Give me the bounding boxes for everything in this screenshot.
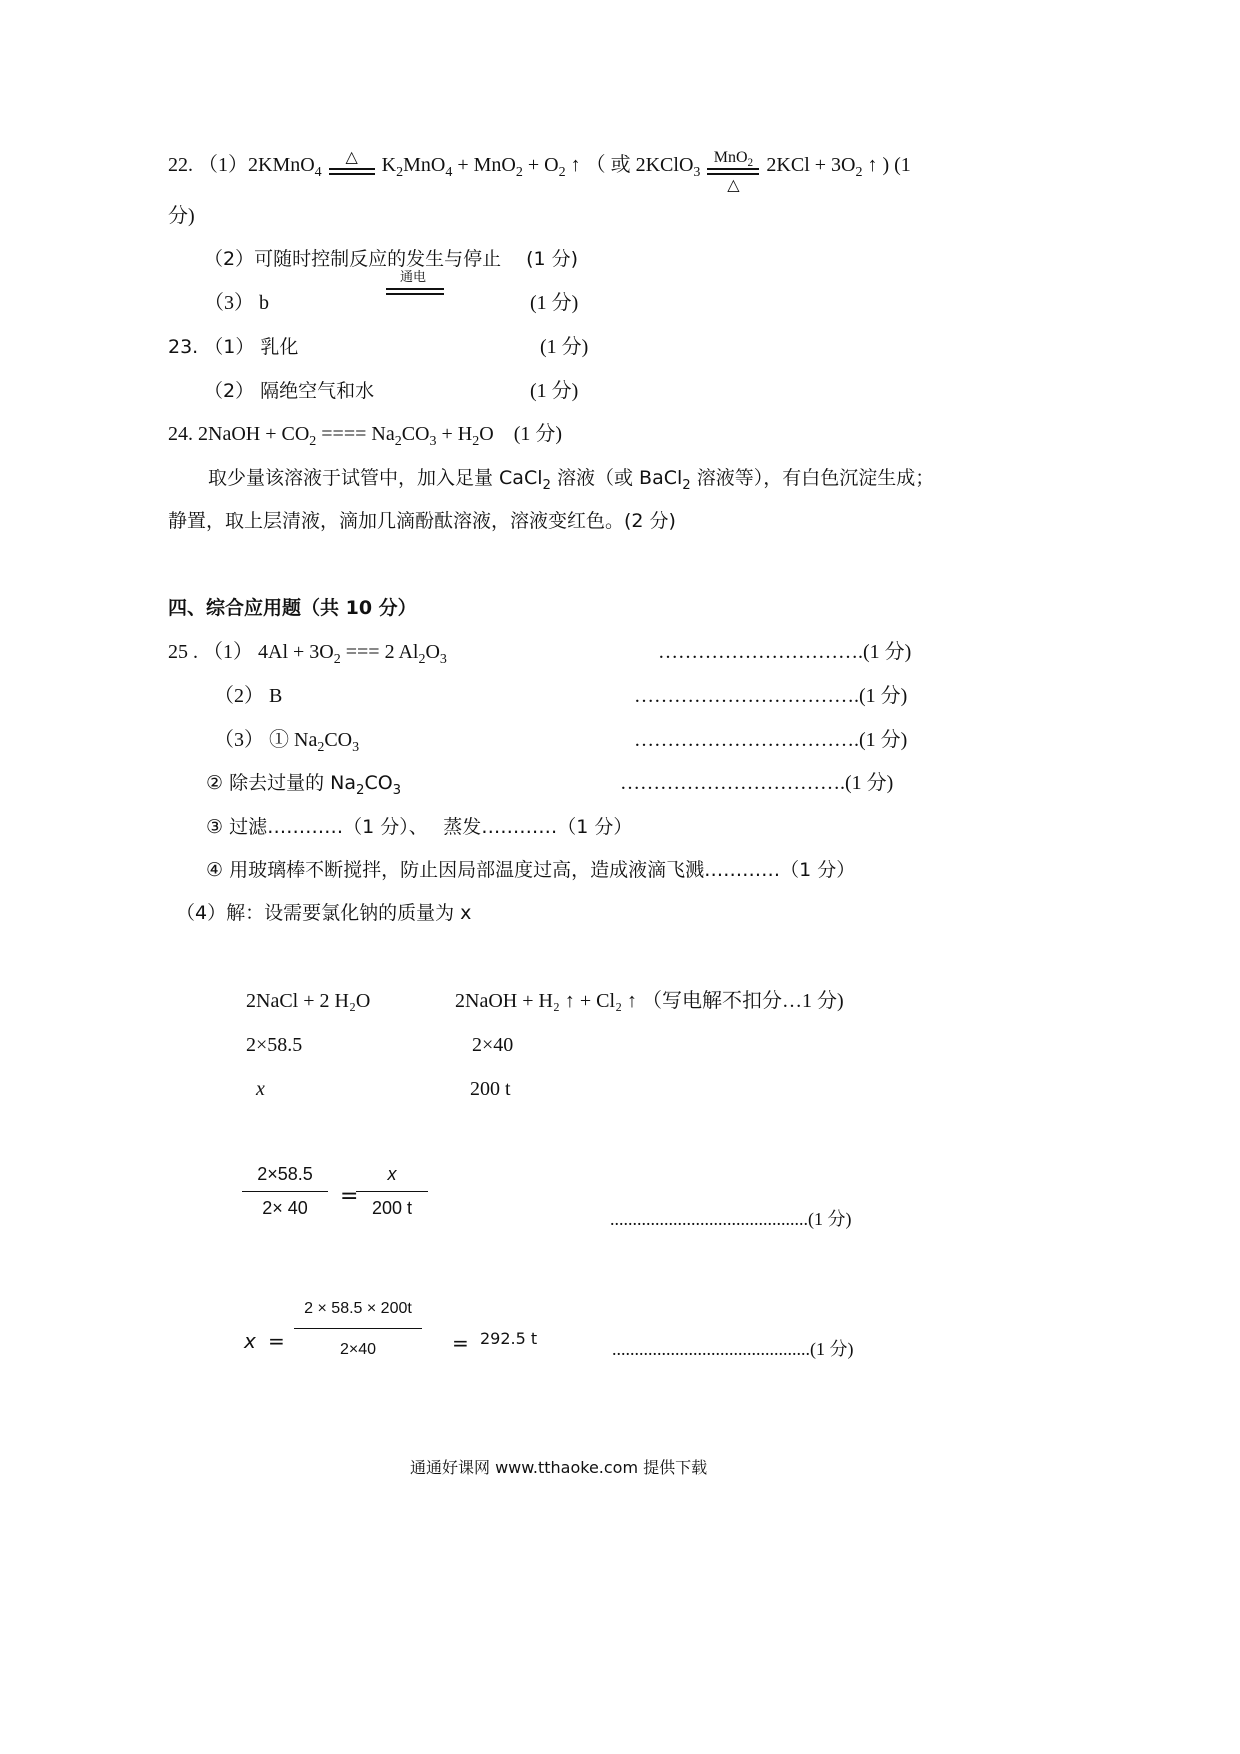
q22-equation-line: 22. （1）2KMnO$_4$ △ $K_2MnO_4 + MnO_2 + O_2$ ↑ （ 或 2KClO$_3$ MnO$_2$ △ $2KCl + 3O_2$ ↑ ) (1: [168, 149, 911, 195]
fraction-right: x 200 t: [356, 1164, 428, 1219]
final-score: ............................................(1 分): [612, 1339, 854, 1359]
catalyst-equals-sign: MnO$_2$ △: [705, 153, 761, 179]
final-result: 292.5 t: [480, 1329, 538, 1348]
final-equals-1: =: [268, 1329, 285, 1353]
q25-part3-score: …………………………….(1 分): [634, 729, 908, 751]
q23-part2-label: （2） 隔绝空气和水: [204, 380, 375, 402]
final-x: x: [244, 1329, 256, 1353]
calc-mass: 200 t: [470, 1078, 511, 1100]
q23-part1-score: (1 分): [540, 336, 589, 358]
q22-score-tail: 分): [168, 205, 195, 227]
fraction-equals: =: [340, 1184, 359, 1209]
final-equals-2: =: [452, 1331, 469, 1355]
final-fraction: 2 × 58.5 × 200t 2×40: [294, 1300, 422, 1359]
q24-text-line1: 取少量该溶液于试管中，加入足量 CaCl$_2$ 溶液（或 BaCl$_2$ 溶液等），有白色沉淀生成；: [208, 467, 935, 493]
q22-part3-score: (1 分): [530, 292, 579, 314]
q25-part1: 25 . （1） $4Al + 3O_2$ === 2 $Al_2O_3$: [168, 641, 447, 667]
q23-part2-score: (1 分): [530, 380, 579, 402]
q25-part3: （3） ① $Na_2CO_3$: [214, 729, 360, 755]
electrolysis-equals-sign: 通电: [386, 270, 444, 296]
q25-part4-intro: （4）解：设需要氯化钠的质量为 x: [176, 902, 472, 924]
q25-step3: ③ 过滤…………（1 分）、 蒸发…………（1 分）: [206, 816, 633, 838]
q25-step2: ② 除去过量的 $Na_2CO_3$: [206, 772, 402, 798]
heating-equals-sign: △: [327, 153, 377, 179]
q25-part2: （2） B: [214, 685, 283, 707]
q24-text-line2: 静置，取上层清液，滴加几滴酚酞溶液，溶液变红色。(2 分): [168, 510, 676, 532]
calc-x: x: [256, 1078, 265, 1100]
q25-part1-score: ………………………….(1 分): [658, 641, 912, 663]
calc-reactants: 2NaCl + 2 H₂O: [246, 990, 371, 1012]
fraction-score: ............................................(1 分): [610, 1209, 852, 1229]
q25-step2-score: …………………………….(1 分): [620, 772, 894, 794]
page-footer: 通通好课网 www.tthaoke.com 提供下载: [410, 1458, 708, 1477]
q25-step4: ④ 用玻璃棒不断搅拌，防止因局部温度过高，造成液滴飞溅…………（1 分）: [206, 859, 856, 881]
q24-equation: 24. 2NaOH + $CO_2$ ==== $Na_2CO_3 + H_2O$ (1 分): [168, 423, 563, 449]
q23-part1-label: 23. （1） 乳化: [168, 336, 299, 358]
calc-ratio-left: 2×58.5: [246, 1034, 303, 1056]
q22-part2: （2）可随时控制反应的发生与停止 (1 分): [204, 248, 579, 270]
calc-products: 2NaOH + H₂ ↑ + Cl₂ ↑ （写电解不扣分…1 分): [455, 990, 844, 1012]
fraction-left: 2×58.5 2× 40: [242, 1164, 328, 1219]
section-heading: 四、综合应用题（共 10 分）: [168, 597, 417, 619]
calc-ratio-right: 2×40: [472, 1034, 514, 1056]
q25-part2-score: …………………………….(1 分): [634, 685, 908, 707]
q22-part3-label: （3） b: [204, 292, 269, 314]
